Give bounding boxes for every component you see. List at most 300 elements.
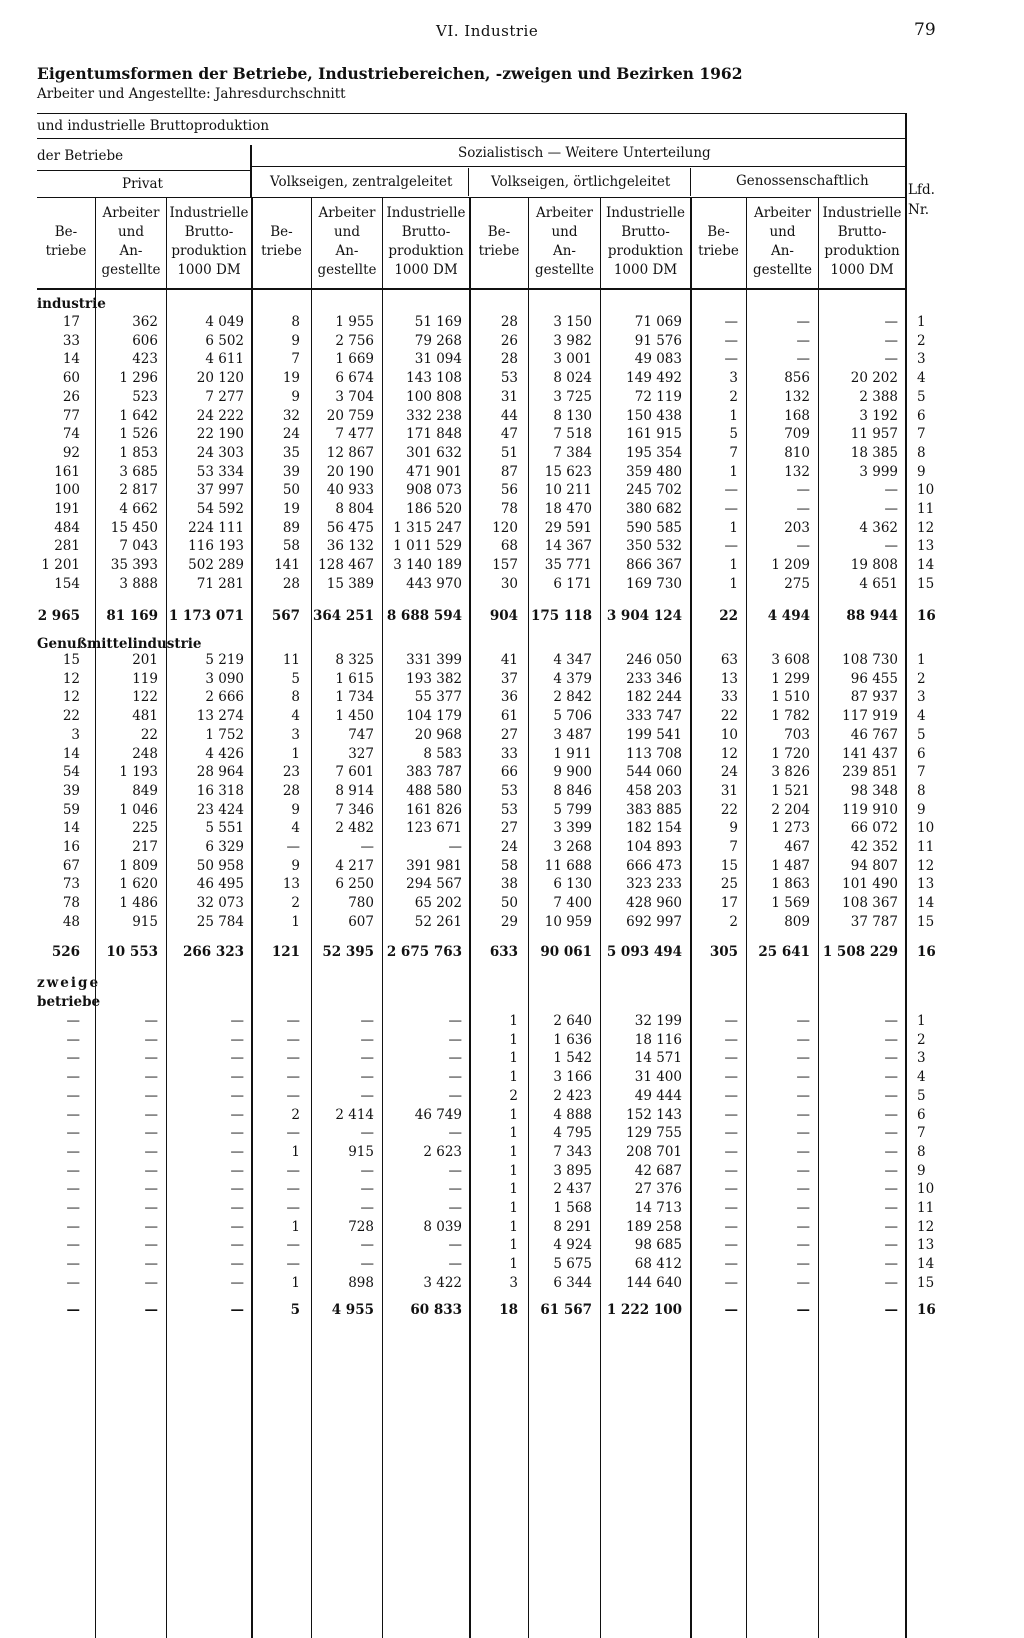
table-cell: — [66,1274,80,1291]
table-cell: 1 487 [771,857,810,874]
table-cell: 1 615 [335,670,374,687]
table-cell: 1 486 [119,895,158,912]
table-cell: 7 400 [553,895,592,912]
table-cell: 58 [282,538,300,555]
table-row [0,1200,1024,1219]
table-cell: 101 490 [842,876,898,893]
table-cell: 29 [500,913,518,930]
table-cell: 66 [500,764,518,781]
table-row [0,426,1024,445]
table-cell: 1 752 [205,726,244,743]
table-cell: 14 571 [634,1050,682,1067]
table-row [0,1125,1024,1144]
table-cell: 17 [62,314,80,330]
table-cell: 58 [500,857,518,874]
table-cell: 3 166 [553,1069,592,1086]
table-cell: 14 [62,820,80,837]
table-cell: — [724,1013,738,1029]
table-cell: 108 730 [842,652,898,668]
table-cell: 2 623 [423,1143,462,1160]
table-cell: 692 997 [626,913,682,930]
table-cell: 2 965 [37,608,80,624]
row-number: 13 [917,538,935,555]
table-cell: 208 701 [626,1143,682,1160]
table-cell: — [66,1143,80,1160]
table-cell: 149 492 [626,370,682,387]
table-cell: 908 073 [406,482,462,499]
table-cell: — [796,1181,810,1198]
table-cell: 3 999 [859,463,898,480]
table-cell: 119 [132,670,158,687]
table-cell: 2 423 [553,1087,592,1104]
table-cell: 15 450 [110,519,158,536]
table-cell: — [66,1256,80,1273]
table-cell: 201 [132,652,158,668]
table-cell: 1 526 [119,426,158,443]
table-cell: 91 576 [634,332,682,349]
table-cell: 1 669 [335,351,374,368]
table-cell: — [286,1087,300,1104]
table-cell: — [66,1013,80,1029]
table-cell: 8 583 [423,745,462,762]
table-cell: — [884,1087,898,1104]
table-cell: — [884,314,898,330]
row-number: 1 [917,1013,926,1029]
table-cell: 2 414 [335,1106,374,1123]
table-row [0,1237,1024,1256]
row-number: 5 [917,1087,926,1104]
table-cell: — [796,1013,810,1029]
table-row [0,764,1024,783]
table-cell: 68 412 [634,1256,682,1273]
table-cell: 443 970 [406,575,462,592]
table-cell: — [884,1256,898,1273]
table-cell: 12 [62,689,80,706]
table-cell: 8 914 [335,782,374,799]
column-header-produktion: Industrielle Brutto- produktion 1000 DM [169,205,249,278]
row-number: 14 [917,895,935,912]
table-cell: 78 [62,895,80,912]
row-number: 3 [917,689,926,706]
table-cell: — [796,1069,810,1086]
table-cell: 129 755 [626,1125,682,1142]
table-cell: 2 817 [119,482,158,499]
table-cell: 3 888 [119,575,158,592]
table-cell: 47 [500,426,518,443]
table-cell: 8 325 [335,652,374,668]
table-cell: 123 671 [406,820,462,837]
table-cell: 590 585 [626,519,682,536]
table-row [0,708,1024,727]
table-cell: — [360,1087,374,1104]
table-cell: 239 851 [842,764,898,781]
table-cell: 141 437 [842,745,898,762]
table-row [0,1107,1024,1126]
table-cell: — [144,1087,158,1104]
table-cell: — [360,839,374,855]
table-cell: 6 171 [553,575,592,592]
table-cell: 2 [729,913,738,930]
table-cell: 90 061 [540,944,592,960]
table-cell: — [884,1162,898,1179]
table-cell: — [360,1181,374,1198]
table-cell: 18 385 [850,444,898,461]
table-row [0,820,1024,839]
table-cell: 13 274 [196,708,244,725]
table-cell: 20 190 [326,463,374,480]
table-cell: 1 642 [119,407,158,424]
table-cell: — [448,839,462,855]
row-number: 9 [917,1162,926,1179]
table-cell: 3 725 [553,388,592,405]
table-cell: 8 130 [553,407,592,424]
table-cell: 2 675 763 [386,944,462,960]
table-cell: 39 [62,782,80,799]
caption-betriebe: der Betriebe [37,148,124,164]
table-cell: 10 959 [544,913,592,930]
table-cell: 294 567 [406,876,462,893]
table-cell: 915 [348,1143,374,1160]
table-row [0,802,1024,821]
row-number: 2 [917,1031,926,1048]
table-cell: 275 [784,575,810,592]
table-cell: — [66,1218,80,1235]
table-cell: 186 520 [406,501,462,517]
table-cell: 22 [140,726,158,743]
table-cell: 1 853 [119,444,158,461]
table-cell: 7 043 [119,538,158,555]
table-cell: 19 [282,370,300,387]
table-cell: — [286,1050,300,1067]
table-cell: — [230,1106,244,1123]
table-cell: — [724,501,738,517]
table-cell: — [796,1050,810,1067]
table-cell: 29 591 [544,519,592,536]
table-cell: 245 702 [626,482,682,499]
table-cell: — [144,1143,158,1160]
table-cell: — [144,1069,158,1086]
table-cell: 225 [132,820,158,837]
table-cell: — [144,1181,158,1198]
table-cell: 5 675 [553,1256,592,1273]
table-cell: 37 [500,670,518,687]
table-cell: 161 915 [626,426,682,443]
table-cell: — [724,1302,738,1318]
table-cell: 7 518 [553,426,592,443]
table-cell: 6 674 [335,370,374,387]
table-cell: — [724,332,738,349]
table-cell: 195 354 [626,444,682,461]
row-number: 1 [917,652,926,668]
table-cell: 1 222 100 [606,1302,682,1318]
table-cell: 5 [290,1302,300,1318]
table-cell: 3 422 [423,1274,462,1291]
table-cell: — [884,538,898,555]
table-row [0,370,1024,389]
table-row [0,671,1024,690]
table-cell: 4 795 [553,1125,592,1142]
table-cell: 1 [509,1256,518,1273]
table-cell: 50 [500,895,518,912]
table-cell: 1 863 [771,876,810,893]
table-cell: 152 143 [626,1106,682,1123]
table-cell: 51 [500,444,518,461]
row-number: 4 [917,708,926,725]
page-number: 79 [914,20,936,40]
table-cell: — [796,1237,810,1254]
table-cell: 9 [291,388,300,405]
row-number: 11 [917,839,935,855]
table-cell: 66 072 [850,820,898,837]
table-cell: 281 [54,538,80,555]
table-cell: — [360,1050,374,1067]
table-subtitle: Arbeiter und Angestellte: Jahresdurchschnitt [37,86,346,102]
table-cell: 5 219 [205,652,244,668]
table-cell: 25 [720,876,738,893]
table-cell: 327 [348,745,374,762]
table-row [0,876,1024,895]
section-label-betriebe: betriebe [37,994,101,1010]
table-cell: 471 901 [406,463,462,480]
table-cell: 12 [62,670,80,687]
table-cell: 22 [720,801,738,818]
table-row [0,1088,1024,1107]
table-cell: 24 [282,426,300,443]
table-cell: 32 [282,407,300,424]
table-cell: — [724,482,738,499]
table-cell: 14 [62,745,80,762]
table-row [0,839,1024,858]
rule-privat-divider [250,145,252,197]
table-cell: 74 [62,426,80,443]
table-cell: 391 981 [406,857,462,874]
table-cell: 52 261 [414,913,462,930]
table-cell: 71 069 [634,314,682,330]
table-cell: — [360,1031,374,1048]
table-cell: — [724,1162,738,1179]
table-cell: 60 833 [410,1302,462,1318]
table-row [0,783,1024,802]
row-number: 13 [917,1237,935,1254]
table-cell: 15 [720,857,738,874]
table-cell: 27 376 [634,1181,682,1198]
table-cell: — [144,1106,158,1123]
table-cell: 728 [348,1218,374,1235]
table-total-row [0,944,1024,963]
table-cell: 20 120 [196,370,244,387]
table-cell: 9 900 [553,764,592,781]
table-cell: 168 [784,407,810,424]
table-cell: — [884,1069,898,1086]
table-cell: 53 [500,801,518,818]
table-cell: 849 [132,782,158,799]
table-cell: — [884,501,898,517]
table-cell: 54 [62,764,80,781]
row-number: 3 [917,1050,926,1067]
table-cell: — [724,538,738,555]
table-cell: 113 708 [626,745,682,762]
table-cell: 120 [492,519,518,536]
table-cell: 33 [62,332,80,349]
table-cell: 8 039 [423,1218,462,1235]
table-cell: 27 [500,820,518,837]
table-cell: 1 173 071 [168,608,244,624]
table-cell: 1 [509,1143,518,1160]
table-cell: 26 [62,388,80,405]
table-cell: 1 [291,1274,300,1291]
table-cell: 203 [784,519,810,536]
table-cell: 24 222 [196,407,244,424]
header-privat: Privat [122,176,163,192]
table-cell: 32 073 [196,895,244,912]
table-cell: 6 250 [335,876,374,893]
table-cell: — [286,1013,300,1029]
table-cell: 1 809 [119,857,158,874]
table-row [0,520,1024,539]
table-cell: 1 [509,1013,518,1029]
section-label-zweige: zweige [37,975,101,991]
table-cell: 18 470 [544,501,592,517]
table-cell: 666 473 [626,857,682,874]
table-cell: 4 924 [553,1237,592,1254]
table-cell: 54 592 [196,501,244,517]
table-cell: 544 060 [626,764,682,781]
table-cell: 1 955 [335,314,374,330]
table-cell: — [796,314,810,330]
row-number: 6 [917,745,926,762]
table-cell: 323 233 [626,876,682,893]
table-cell: 780 [348,895,374,912]
table-cell: — [66,1050,80,1067]
table-cell: 1 [729,519,738,536]
table-cell: 191 [54,501,80,517]
table-cell: 24 [500,839,518,855]
table-cell: 633 [489,944,518,960]
table-cell: 175 118 [530,608,592,624]
table-cell: — [796,1274,810,1291]
table-cell: 2 482 [335,820,374,837]
column-header-arbeiter: Arbeiter und An- gestellte [101,205,161,278]
table-cell: 3 904 124 [606,608,682,624]
table-cell: 53 334 [196,463,244,480]
table-cell: 6 130 [553,876,592,893]
table-title: Eigentumsformen der Betriebe, Industriebereichen, -zweigen und Bezirken 1962 [37,64,743,83]
row-number: 1 [917,314,926,330]
table-cell: — [796,1087,810,1104]
table-cell: — [724,1143,738,1160]
table-cell: — [884,1125,898,1142]
table-cell: 7 [729,444,738,461]
table-cell: — [796,1218,810,1235]
table-row [0,858,1024,877]
table-cell: 1 [509,1162,518,1179]
table-cell: 28 [282,575,300,592]
table-cell: 380 682 [626,501,682,517]
table-row [0,314,1024,333]
rule-top [37,113,905,114]
table-row [0,1032,1024,1051]
table-cell: — [448,1087,462,1104]
table-cell: — [144,1256,158,1273]
table-cell: 119 910 [842,801,898,818]
row-number: 8 [917,782,926,799]
table-cell: 23 [282,764,300,781]
table-cell: 11 [282,652,300,668]
table-cell: 709 [784,426,810,443]
table-cell: 31 094 [414,351,462,368]
table-cell: 4 217 [335,857,374,874]
table-cell: 61 [500,708,518,725]
table-cell: 78 [500,501,518,517]
row-number: 4 [917,370,926,387]
table-cell: 50 958 [196,857,244,874]
table-row [0,914,1024,933]
table-cell: — [724,1069,738,1086]
row-number: 16 [917,944,936,960]
table-row [0,1069,1024,1088]
table-cell: 1 [509,1106,518,1123]
table-cell: — [724,1218,738,1235]
table-total-row [0,1302,1024,1321]
table-cell: 3 982 [553,332,592,349]
table-cell: 359 480 [626,463,682,480]
row-number: 5 [917,726,926,743]
table-cell: 150 438 [626,407,682,424]
table-cell: 53 [500,782,518,799]
table-row [0,557,1024,576]
table-cell: 305 [709,944,738,960]
table-cell: 8 [291,689,300,706]
table-total-row [0,608,1024,627]
header-volk-oertlich: Volkseigen, örtlichgeleitet [491,174,671,190]
table-cell: — [796,332,810,349]
table-cell: 46 767 [850,726,898,743]
column-header-arbeiter: Arbeiter und An- gestellte [317,205,377,278]
table-cell: 28 [282,782,300,799]
table-cell: 18 [499,1302,518,1318]
table-cell: — [286,1125,300,1142]
table-cell: 1 [509,1181,518,1198]
table-cell: 1 315 247 [393,519,462,536]
table-cell: 79 268 [414,332,462,349]
table-cell: — [360,1200,374,1216]
table-cell: 63 [720,652,738,668]
table-cell: 23 424 [196,801,244,818]
table-cell: — [230,1256,244,1273]
row-number: 8 [917,444,926,461]
table-row [0,538,1024,557]
table-cell: — [66,1087,80,1104]
table-cell: 20 202 [850,370,898,387]
table-cell: 810 [784,444,810,461]
table-cell: 3 [509,1274,518,1291]
table-cell: 18 116 [634,1031,682,1048]
table-cell: 3 608 [771,652,810,668]
table-cell: 3 685 [119,463,158,480]
table-cell: 2 388 [859,388,898,405]
row-number: 10 [917,820,935,837]
row-number: 9 [917,463,926,480]
table-cell: 3 [729,370,738,387]
row-number: 15 [917,575,935,592]
table-cell: 161 [54,463,80,480]
rule-caption [37,138,905,139]
table-cell: 65 202 [414,895,462,912]
table-cell: 331 399 [406,652,462,668]
row-number: 12 [917,519,935,536]
row-number: 14 [917,1256,935,1273]
table-cell: 2 [729,388,738,405]
